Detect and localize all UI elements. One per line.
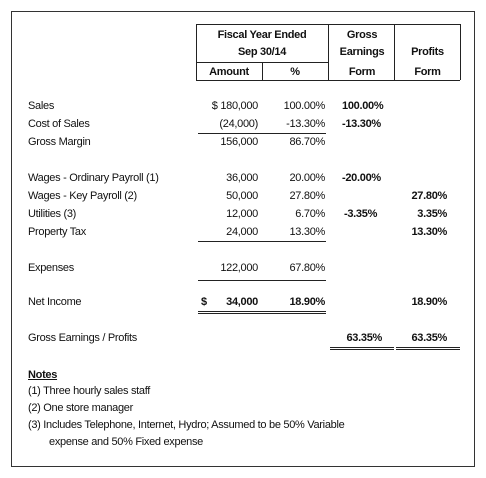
header-gross-line2: Earnings — [339, 46, 385, 58]
row-label: Wages - Ordinary Payroll (1) — [28, 172, 159, 184]
amount-cell: 50,000 — [226, 190, 258, 202]
percent-cell: 67.80% — [289, 262, 325, 274]
header-bottom-rule — [196, 80, 460, 81]
header-divider — [196, 24, 197, 80]
header-profits-line1: Profits — [411, 46, 444, 58]
gross-cell: -20.00% — [342, 172, 381, 184]
amount-cell: 156,000 — [220, 136, 258, 148]
row-label: Utilities (3) — [28, 208, 77, 220]
percent-cell: 27.80% — [289, 190, 325, 202]
note-item: (2) One store manager — [28, 402, 133, 414]
double-rule — [330, 349, 394, 350]
header-profits-line2: Form — [414, 66, 441, 78]
profits-cell: 18.90% — [411, 296, 447, 308]
row-label: Gross Margin — [28, 136, 91, 148]
double-rule — [198, 313, 326, 314]
gross-cell: -3.35% — [344, 208, 378, 220]
header-divider — [460, 24, 461, 80]
header-amount: Amount — [209, 66, 249, 78]
row-label: Wages - Key Payroll (2) — [28, 190, 137, 202]
amount-cell: 12,000 — [226, 208, 258, 220]
header-gross-line3: Form — [348, 66, 376, 78]
subtotal-rule — [198, 241, 326, 242]
double-rule — [330, 347, 394, 348]
amount-cell: 36,000 — [226, 172, 258, 184]
currency-symbol: $ — [201, 296, 207, 308]
row-label: Gross Earnings / Profits — [28, 332, 137, 344]
header-divider — [262, 62, 263, 80]
amount-cell: $ 180,000 — [211, 100, 258, 112]
percent-cell: 18.90% — [289, 296, 325, 308]
header-gross-line1: Gross — [346, 29, 378, 41]
amount-cell: 24,000 — [226, 226, 258, 238]
note-item: expense and 50% Fixed expense — [49, 436, 203, 448]
amount-cell: (24,000) — [219, 118, 258, 130]
subtotal-rule — [198, 133, 326, 134]
percent-cell: 6.70% — [295, 208, 325, 220]
header-period-line1: Fiscal Year Ended — [217, 29, 307, 41]
gross-cell: 100.00% — [342, 100, 384, 112]
percent-cell: 100.00% — [283, 100, 325, 112]
header-divider — [394, 24, 395, 80]
header-percent: % — [290, 66, 300, 78]
header-period-line2: Sep 30/14 — [237, 46, 287, 58]
amount-cell: 34,000 — [226, 296, 258, 308]
notes-title: Notes — [28, 369, 58, 381]
percent-cell: 86.70% — [289, 136, 325, 148]
percent-cell: 13.30% — [289, 226, 325, 238]
row-label: Sales — [28, 100, 55, 112]
header-divider — [328, 24, 329, 80]
profits-cell: 3.35% — [417, 208, 447, 220]
percent-cell: 20.00% — [289, 172, 325, 184]
note-item: (3) Includes Telephone, Internet, Hydro; Assumed to be 50% Variable — [28, 419, 345, 431]
gross-cell: 63.35% — [346, 332, 382, 344]
note-item: (1) Three hourly sales staff — [28, 385, 151, 397]
double-rule — [396, 347, 460, 348]
double-rule — [396, 349, 460, 350]
profits-cell: 27.80% — [411, 190, 447, 202]
row-label: Cost of Sales — [28, 118, 90, 130]
percent-cell: -13.30% — [286, 118, 325, 130]
amount-cell: 122,000 — [220, 262, 258, 274]
row-label: Expenses — [28, 262, 74, 274]
profits-cell: 13.30% — [411, 226, 447, 238]
row-label: Net Income — [28, 296, 82, 308]
row-label: Property Tax — [28, 226, 86, 238]
subtotal-rule — [198, 280, 326, 281]
double-rule — [198, 311, 326, 312]
gross-cell: -13.30% — [342, 118, 381, 130]
profits-cell: 63.35% — [411, 332, 447, 344]
